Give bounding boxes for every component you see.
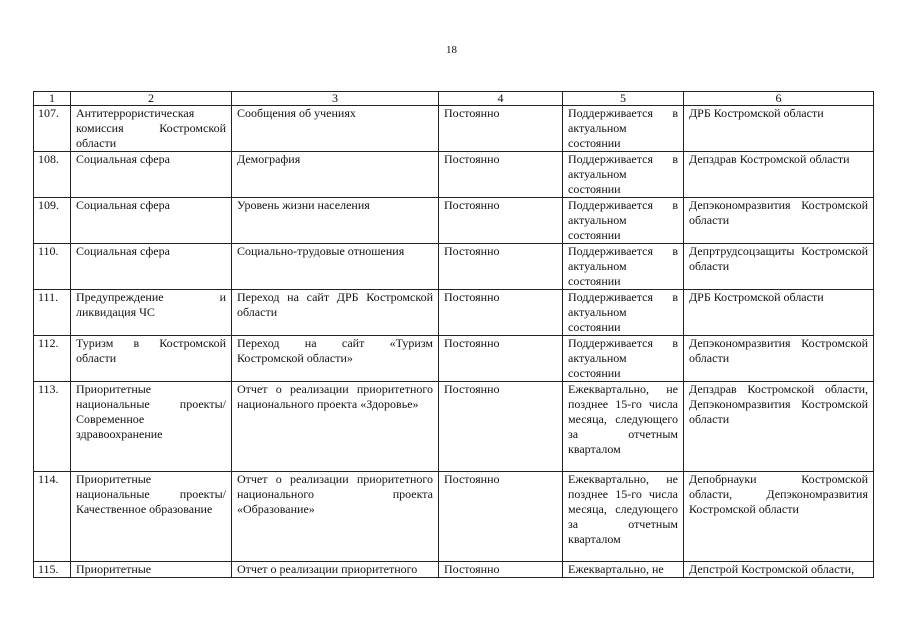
row-number: 113. [34, 382, 71, 472]
update-cell: Ежеквартально, не [563, 562, 684, 578]
owner-cell: ДРБ Костромской области [684, 290, 874, 336]
owner-cell: Депэкономразвития Костромской области [684, 198, 874, 244]
row-number: 111. [34, 290, 71, 336]
owner-cell: Депздрав Костромской области [684, 152, 874, 198]
update-cell: Поддерживается в актуальном состоянии [563, 290, 684, 336]
resource-cell: Отчет о реализации приоритетного национального проекта «Образование» [232, 472, 439, 562]
table-row [34, 562, 874, 578]
row-number: 112. [34, 336, 71, 382]
row-number: 109. [34, 198, 71, 244]
frequency-cell: Постоянно [439, 106, 563, 152]
row-number: 115. [34, 562, 71, 578]
column-number: 6 [684, 92, 874, 106]
table-row [34, 472, 874, 562]
update-cell: Поддерживается в актуальном состоянии [563, 106, 684, 152]
frequency-cell: Постоянно [439, 336, 563, 382]
frequency-cell: Постоянно [439, 472, 563, 562]
resource-cell: Уровень жизни населения [232, 198, 439, 244]
topic-cell: Антитеррористическая комиссия Костромской области [71, 106, 232, 152]
frequency-cell: Постоянно [439, 290, 563, 336]
topic-cell: Туризм в Костромской области [71, 336, 232, 382]
update-cell: Ежеквартально, не позднее 15-го числа месяца, следующего за отчетным кварталом [563, 472, 684, 562]
update-cell: Поддерживается в актуальном состоянии [563, 198, 684, 244]
owner-cell: Депртрудсоцзащиты Костромской области [684, 244, 874, 290]
resource-cell: Переход на сайт ДРБ Костромской области [232, 290, 439, 336]
column-number: 1 [34, 92, 71, 106]
update-cell: Поддерживается в актуальном состоянии [563, 244, 684, 290]
frequency-cell: Постоянно [439, 382, 563, 472]
topic-cell: Предупреждение и ликвидация ЧС [71, 290, 232, 336]
row-number: 114. [34, 472, 71, 562]
column-number: 5 [563, 92, 684, 106]
table-row [34, 382, 874, 472]
topic-cell: Приоритетные [71, 562, 232, 578]
owner-cell: Депстрой Костромской области, [684, 562, 874, 578]
update-cell: Поддерживается в актуальном состоянии [563, 336, 684, 382]
resource-cell: Сообщения об учениях [232, 106, 439, 152]
table-row [34, 198, 874, 244]
resource-cell: Переход на сайт «Туризм Костромской области» [232, 336, 439, 382]
update-cell: Поддерживается в актуальном состоянии [563, 152, 684, 198]
registry-table [33, 91, 874, 578]
resource-cell: Отчет о реализации приоритетного национального проекта «Здоровье» [232, 382, 439, 472]
owner-cell: Депэкономразвития Костромской области [684, 336, 874, 382]
frequency-cell: Постоянно [439, 152, 563, 198]
owner-cell: ДРБ Костромской области [684, 106, 874, 152]
frequency-cell: Постоянно [439, 198, 563, 244]
topic-cell: Социальная сфера [71, 198, 232, 244]
table-row [34, 152, 874, 198]
page-number: 18 [446, 44, 457, 56]
frequency-cell: Постоянно [439, 562, 563, 578]
resource-cell: Социально-трудовые отношения [232, 244, 439, 290]
update-cell: Ежеквартально, не позднее 15-го числа месяца, следующего за отчетным кварталом [563, 382, 684, 472]
column-number: 4 [439, 92, 563, 106]
topic-cell: Приоритетные национальные проекты/Современное здравоохранение [71, 382, 232, 472]
table-row [34, 244, 874, 290]
table-row [34, 106, 874, 152]
resource-cell: Демография [232, 152, 439, 198]
row-number: 110. [34, 244, 71, 290]
table-row [34, 290, 874, 336]
column-number: 2 [71, 92, 232, 106]
topic-cell: Приоритетные национальные проекты/Качественное образование [71, 472, 232, 562]
frequency-cell: Постоянно [439, 244, 563, 290]
topic-cell: Социальная сфера [71, 244, 232, 290]
owner-cell: Депздрав Костромской области, Депэкономразвития Костромской области [684, 382, 874, 472]
column-numbers-row [34, 92, 874, 106]
row-number: 107. [34, 106, 71, 152]
column-number: 3 [232, 92, 439, 106]
table-row [34, 336, 874, 382]
resource-cell: Отчет о реализации приоритетного [232, 562, 439, 578]
owner-cell: Депобрнауки Костромской области, Депэкономразвития Костромской области [684, 472, 874, 562]
row-number: 108. [34, 152, 71, 198]
topic-cell: Социальная сфера [71, 152, 232, 198]
